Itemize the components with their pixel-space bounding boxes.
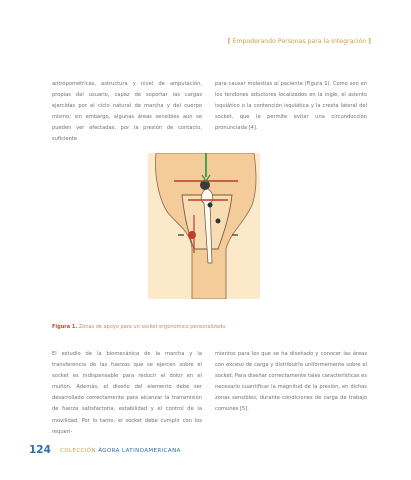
footer-collection <box>60 448 181 454</box>
header-bracket-open: [ <box>227 38 231 45</box>
header-bracket-close: ] <box>368 38 371 45</box>
body-bottom-right-column <box>215 349 367 416</box>
leg-prosthesis-figure <box>148 153 260 299</box>
body-bottom-left-column <box>52 349 202 438</box>
paragraph: mientos para los que se ha diseñado y conocer las áreas con exceso de carga y distribuirla uniformemente sobre el socket. Para diseñar correctamente tales características es necesario cuantificar la magnitud de la presión, en dichas zonas sensibles, durante condiciones de carga de trabajo comunes [5]. <box>215 351 367 413</box>
figure-caption <box>52 324 227 330</box>
body-top-right-column <box>215 79 367 134</box>
header-title: Empoderando Personas para la Integración <box>232 38 367 45</box>
paragraph: para causar molestias al paciente (Figura 1). Como son en los tendones aductores localizados en la ingle, el asiento isquiático o la contención isquiática y la cresta lateral del socket, que le permite evitar una circunducción pronunciada [4]. <box>215 81 367 132</box>
paragraph: El estudio de la biomecánica de la marcha y la transferencia de las fuerzas que se ejercen sobre el socket es indispensable para reducir el dolor en el muñón. Además, el diseño del elemento debe ser desarrollado correctamente para alcanzar la transmisión de fuerza satisfactoria, estabilidad y el control de la movilidad. Por lo tanto, el socket debe cumplir con los requeri- <box>52 351 202 435</box>
running-header <box>228 38 371 45</box>
collection-brand: ÁGORA LATINOAMERICANA <box>98 448 181 454</box>
paragraph: antropométricas, estructura y nivel de amputación, propias del usuario, capaz de soportar las cargas ejercidas por el ciclo natural de marcha y del cuerpo mismo; sin embargo, algunas áreas sensibles aún se pueden ver afectadas, por la presión de contacto, suficiente <box>52 81 202 143</box>
caption-text: Zonas de apoyo para un socket ergonómico personalizado. <box>78 324 227 330</box>
page-number: 124 <box>29 444 51 456</box>
collection-label: COLECCIÓN <box>60 448 97 454</box>
caption-label: Figura 1. <box>52 324 78 330</box>
body-top-left-column <box>52 79 202 146</box>
